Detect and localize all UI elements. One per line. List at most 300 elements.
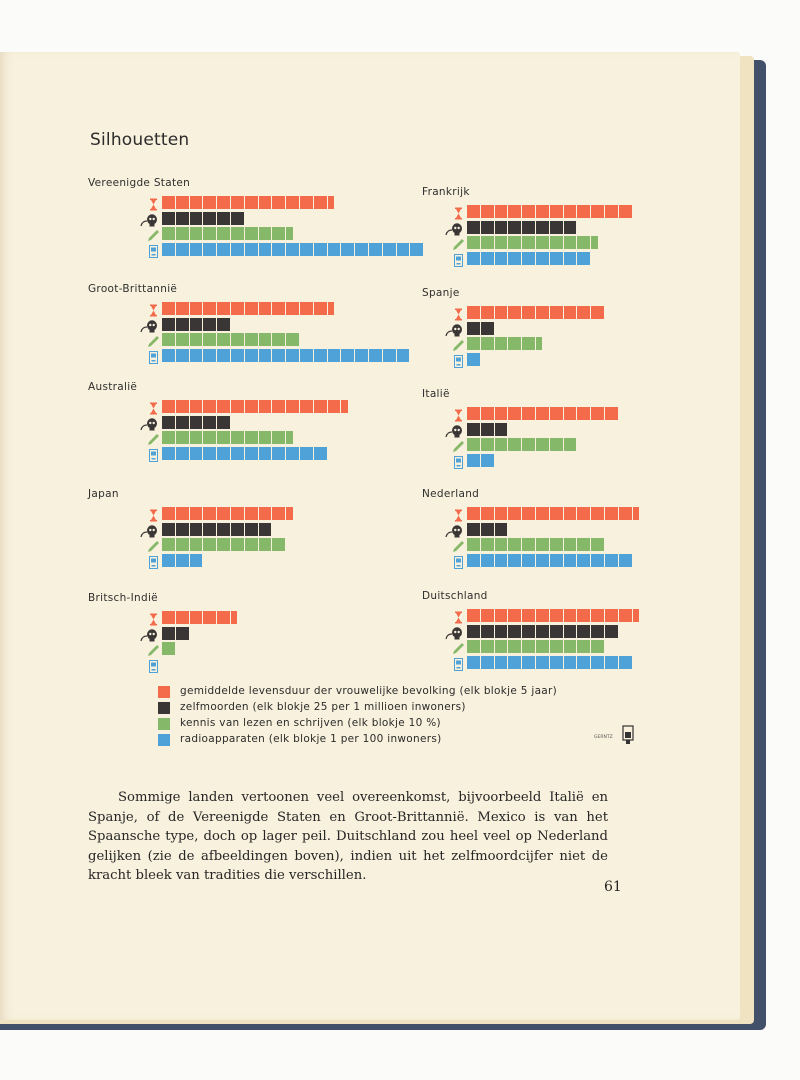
unit-block-life: [508, 306, 521, 319]
unit-block-life: [564, 609, 577, 622]
unit-block-radio: [231, 243, 244, 256]
unit-block-literacy: [176, 538, 189, 551]
unit-block-literacy: [564, 640, 577, 653]
unit-block-life: [203, 507, 216, 520]
unit-block-life: [550, 507, 563, 520]
unit-block-life: [176, 400, 189, 413]
unit-block-life: [286, 196, 299, 209]
unit-block-suicide: [467, 221, 480, 234]
unit-block-literacy: [259, 333, 272, 346]
country-label: Spanje: [422, 287, 460, 299]
hourglass-icon: [452, 306, 465, 319]
unit-block-literacy: [286, 333, 299, 346]
unit-block-life: [314, 196, 327, 209]
unit-block-suicide: [605, 625, 618, 638]
unit-block-radio: [564, 656, 577, 669]
unit-block-suicide: [176, 318, 189, 331]
unit-block-life: [190, 507, 203, 520]
unit-block-radio: [328, 243, 341, 256]
unit-block-literacy: [259, 431, 272, 444]
unit-block-life: [495, 205, 508, 218]
unit-block-radio: [231, 349, 244, 362]
unit-block-life: [536, 306, 549, 319]
unit-block-radio: [467, 252, 480, 265]
unit-block-literacy: [550, 236, 563, 249]
unit-block-life: [286, 400, 299, 413]
unit-block-radio: [245, 349, 258, 362]
unit-block-literacy: [272, 333, 285, 346]
hourglass-icon: [147, 196, 160, 209]
unit-block-life: [591, 205, 604, 218]
unit-block-radio: [300, 243, 313, 256]
unit-block-suicide: [481, 221, 494, 234]
unit-block-radio: [217, 243, 230, 256]
unit-block-suicide: [536, 221, 549, 234]
country-label: Vereenigde Staten: [88, 177, 191, 189]
unit-block-literacy: [508, 337, 521, 350]
unit-block-literacy: [508, 236, 521, 249]
unit-block-life: [259, 400, 272, 413]
unit-block-suicide: [176, 523, 189, 536]
unit-block-suicide: [577, 625, 590, 638]
unit-block-radio: [495, 656, 508, 669]
unit-block-suicide: [591, 625, 604, 638]
country-label: Italië: [422, 388, 450, 400]
unit-block-life: [605, 507, 618, 520]
unit-block-radio: [272, 349, 285, 362]
unit-block-life: [522, 407, 535, 420]
country-label: Frankrijk: [422, 186, 470, 198]
unit-block-literacy: [162, 538, 175, 551]
unit-block-radio: [383, 243, 396, 256]
unit-block-radio: [508, 656, 521, 669]
unit-block-radio: [467, 554, 480, 567]
unit-block-life: [259, 196, 272, 209]
unit-block-radio: [190, 447, 203, 460]
unit-block-literacy: [217, 333, 230, 346]
unit-block-radio: [577, 252, 590, 265]
unit-block-suicide: [467, 423, 480, 436]
unit-block-life: [272, 400, 285, 413]
unit-block-suicide: [536, 625, 549, 638]
body-paragraph: Sommige landen vertoonen veel overeenkomst, bijvoorbeeld Italië en Spanje, of de Vereenigde Staten en Groot-Brittannië. Mexico is van het Spaansche type, doch op lager peil. Duitschland zou heel veel op Nederland gelijken (zie de afbeeldingen boven), indien uit het zelfmoordcijfer niet de kracht bleek van tradities die verschillen.: [88, 790, 608, 883]
unit-block-life: [536, 609, 549, 622]
unit-block-radio: [577, 554, 590, 567]
unit-block-suicide: [203, 212, 216, 225]
unit-block-radio: [162, 554, 175, 567]
unit-block-literacy: [564, 538, 577, 551]
unit-block-radio: [190, 349, 203, 362]
unit-block-radio: [286, 349, 299, 362]
publisher-logo: [594, 724, 638, 750]
unit-block-radio: [564, 554, 577, 567]
unit-block-literacy: [231, 333, 244, 346]
skull-noose-icon: [445, 221, 465, 234]
unit-block-literacy: [481, 538, 494, 551]
unit-block-life: [300, 302, 313, 315]
unit-block-life: [217, 400, 230, 413]
unit-block-life: [550, 205, 563, 218]
unit-block-literacy: [190, 431, 203, 444]
unit-block-suicide: [495, 221, 508, 234]
unit-block-radio: [550, 252, 563, 265]
unit-block-life: [314, 302, 327, 315]
unit-block-radio: [522, 252, 535, 265]
unit-block-suicide: [190, 416, 203, 429]
unit-block-literacy: [522, 337, 535, 350]
unit-block-radio: [162, 349, 175, 362]
unit-block-life: [217, 611, 230, 624]
skull-noose-icon: [445, 523, 465, 536]
unit-block-radio: [272, 447, 285, 460]
unit-block-suicide: [162, 318, 175, 331]
hourglass-icon: [147, 507, 160, 520]
logo-mark-icon: [594, 724, 638, 746]
unit-block-literacy: [231, 431, 244, 444]
unit-block-literacy: [550, 640, 563, 653]
unit-block-life: [591, 507, 604, 520]
unit-block-radio: [577, 656, 590, 669]
unit-block-literacy: [495, 236, 508, 249]
unit-block-literacy: [162, 642, 175, 655]
hourglass-icon: [452, 205, 465, 218]
radio-icon: [452, 252, 465, 265]
unit-block-life: [245, 507, 258, 520]
legend-swatch-suicide: [158, 702, 170, 714]
unit-block-life: [564, 306, 577, 319]
unit-block-suicide: [495, 523, 508, 536]
unit-block-life: [605, 609, 618, 622]
unit-block-life: [577, 609, 590, 622]
svg-text:GERNTZ: GERNTZ: [594, 735, 613, 740]
unit-block-life: [481, 407, 494, 420]
unit-block-suicide: [467, 322, 480, 335]
legend-label-suicide: zelfmoorden (elk blokje 25 per 1 millioen inwoners): [180, 701, 466, 713]
unit-block-radio: [245, 243, 258, 256]
page-number: 61: [604, 879, 622, 895]
pen-icon: [452, 337, 465, 350]
radio-icon: [452, 656, 465, 669]
pen-icon: [452, 438, 465, 451]
unit-block-radio: [591, 554, 604, 567]
unit-block-literacy: [217, 431, 230, 444]
unit-block-literacy: [286, 431, 292, 444]
unit-block-life: [564, 407, 577, 420]
unit-block-radio: [591, 656, 604, 669]
unit-block-radio: [383, 349, 396, 362]
skull-noose-icon: [140, 416, 160, 429]
unit-block-suicide: [508, 221, 521, 234]
hourglass-icon: [147, 400, 160, 413]
unit-block-suicide: [217, 318, 230, 331]
unit-block-life: [190, 611, 203, 624]
legend-swatch-life: [158, 686, 170, 698]
legend-label-life: gemiddelde levensduur der vrouwelijke bevolking (elk blokje 5 jaar): [180, 685, 558, 697]
unit-block-suicide: [467, 625, 480, 638]
radio-icon: [147, 243, 160, 256]
unit-block-literacy: [467, 236, 480, 249]
pen-icon: [147, 642, 160, 655]
unit-block-suicide: [176, 416, 189, 429]
hourglass-icon: [452, 609, 465, 622]
unit-block-suicide: [176, 212, 189, 225]
unit-block-life: [495, 507, 508, 520]
unit-block-radio: [190, 243, 203, 256]
unit-block-life: [481, 507, 494, 520]
unit-block-literacy: [536, 438, 549, 451]
unit-block-life: [231, 507, 244, 520]
unit-block-literacy: [203, 538, 216, 551]
unit-block-life: [162, 400, 175, 413]
unit-block-life: [328, 196, 334, 209]
unit-block-suicide: [495, 423, 508, 436]
unit-block-suicide: [481, 625, 494, 638]
unit-block-radio: [231, 447, 244, 460]
unit-block-life: [190, 302, 203, 315]
pen-icon: [147, 538, 160, 551]
unit-block-radio: [619, 656, 632, 669]
skull-noose-icon: [445, 322, 465, 335]
unit-block-life: [591, 609, 604, 622]
skull-noose-icon: [140, 212, 160, 225]
unit-block-literacy: [481, 337, 494, 350]
unit-block-life: [605, 407, 618, 420]
unit-block-literacy: [522, 438, 535, 451]
skull-noose-icon: [445, 423, 465, 436]
unit-block-radio: [176, 349, 189, 362]
unit-block-life: [176, 611, 189, 624]
unit-block-life: [245, 400, 258, 413]
unit-block-literacy: [550, 538, 563, 551]
unit-block-radio: [536, 252, 549, 265]
unit-block-literacy: [577, 640, 590, 653]
unit-block-literacy: [550, 438, 563, 451]
unit-block-radio: [272, 243, 285, 256]
unit-block-life: [619, 507, 632, 520]
unit-block-life: [481, 306, 494, 319]
unit-block-literacy: [245, 538, 258, 551]
unit-block-radio: [190, 554, 203, 567]
unit-block-literacy: [245, 431, 258, 444]
unit-block-radio: [467, 656, 480, 669]
unit-block-radio: [481, 252, 494, 265]
unit-block-suicide: [162, 212, 175, 225]
unit-block-life: [203, 400, 216, 413]
pen-icon: [452, 236, 465, 249]
unit-block-life: [162, 196, 175, 209]
unit-block-life: [162, 611, 175, 624]
unit-block-radio: [369, 243, 382, 256]
unit-block-radio: [286, 447, 299, 460]
pen-icon: [452, 538, 465, 551]
unit-block-life: [328, 400, 341, 413]
radio-icon: [147, 349, 160, 362]
unit-block-radio: [300, 447, 313, 460]
unit-block-literacy: [495, 538, 508, 551]
pen-icon: [147, 333, 160, 346]
unit-block-literacy: [467, 337, 480, 350]
legend-label-literacy: kennis van lezen en schrijven (elk blokje 10 %): [180, 717, 441, 729]
unit-block-suicide: [481, 423, 494, 436]
unit-block-life: [162, 302, 175, 315]
unit-block-suicide: [190, 523, 203, 536]
unit-block-life: [522, 507, 535, 520]
unit-block-literacy: [272, 227, 285, 240]
unit-block-suicide: [162, 523, 175, 536]
pen-icon: [147, 431, 160, 444]
unit-block-suicide: [162, 627, 175, 640]
unit-block-life: [176, 196, 189, 209]
unit-block-literacy: [564, 438, 577, 451]
unit-block-suicide: [162, 416, 175, 429]
unit-block-literacy: [522, 236, 535, 249]
unit-block-life: [467, 306, 480, 319]
legend-swatch-literacy: [158, 718, 170, 730]
unit-block-literacy: [536, 538, 549, 551]
unit-block-radio: [522, 554, 535, 567]
unit-block-life: [286, 302, 299, 315]
unit-block-radio: [314, 243, 327, 256]
hourglass-icon: [452, 507, 465, 520]
unit-block-radio: [176, 243, 189, 256]
unit-block-radio: [314, 349, 327, 362]
unit-block-life: [176, 302, 189, 315]
hourglass-icon: [147, 611, 160, 624]
hourglass-icon: [147, 302, 160, 315]
unit-block-life: [272, 507, 285, 520]
unit-block-literacy: [481, 236, 494, 249]
unit-block-literacy: [481, 438, 494, 451]
unit-block-literacy: [259, 538, 272, 551]
unit-block-literacy: [203, 431, 216, 444]
unit-block-life: [259, 302, 272, 315]
unit-block-radio: [217, 447, 230, 460]
unit-block-radio: [328, 349, 341, 362]
unit-block-radio: [550, 554, 563, 567]
unit-block-literacy: [272, 431, 285, 444]
unit-block-suicide: [190, 318, 203, 331]
unit-block-literacy: [495, 640, 508, 653]
unit-block-life: [508, 407, 521, 420]
unit-block-literacy: [203, 333, 216, 346]
unit-block-literacy: [591, 236, 597, 249]
unit-block-radio: [259, 243, 272, 256]
unit-block-literacy: [217, 538, 230, 551]
unit-block-radio: [355, 243, 368, 256]
unit-block-suicide: [217, 416, 230, 429]
radio-icon: [147, 554, 160, 567]
unit-block-life: [286, 507, 292, 520]
unit-block-literacy: [286, 227, 292, 240]
radio-icon: [452, 454, 465, 467]
unit-block-suicide: [245, 523, 258, 536]
unit-block-life: [245, 302, 258, 315]
unit-block-suicide: [231, 523, 244, 536]
unit-block-radio: [314, 447, 327, 460]
unit-block-radio: [203, 349, 216, 362]
unit-block-suicide: [259, 523, 272, 536]
unit-block-life: [550, 407, 563, 420]
unit-block-life: [536, 407, 549, 420]
unit-block-literacy: [231, 538, 244, 551]
unit-block-suicide: [203, 318, 216, 331]
unit-block-life: [591, 306, 604, 319]
unit-block-life: [231, 196, 244, 209]
unit-block-suicide: [467, 523, 480, 536]
unit-block-life: [467, 507, 480, 520]
unit-block-life: [314, 400, 327, 413]
unit-block-life: [564, 507, 577, 520]
unit-block-literacy: [245, 227, 258, 240]
unit-block-life: [619, 609, 632, 622]
unit-block-life: [300, 196, 313, 209]
unit-block-radio: [176, 447, 189, 460]
unit-block-suicide: [522, 625, 535, 638]
radio-icon: [147, 658, 160, 671]
unit-block-life: [467, 205, 480, 218]
unit-block-life: [190, 196, 203, 209]
skull-noose-icon: [140, 318, 160, 331]
unit-block-suicide: [550, 221, 563, 234]
unit-block-radio: [203, 243, 216, 256]
skull-noose-icon: [140, 523, 160, 536]
unit-block-radio: [481, 656, 494, 669]
section-title: Silhouetten: [90, 130, 190, 150]
radio-icon: [147, 447, 160, 460]
unit-block-radio: [410, 243, 423, 256]
unit-block-literacy: [522, 640, 535, 653]
unit-block-life: [633, 609, 639, 622]
unit-block-literacy: [508, 538, 521, 551]
unit-block-literacy: [467, 438, 480, 451]
unit-block-radio: [619, 554, 632, 567]
unit-block-life: [300, 400, 313, 413]
unit-block-radio: [495, 554, 508, 567]
unit-block-life: [522, 306, 535, 319]
unit-block-life: [467, 407, 480, 420]
unit-block-life: [495, 407, 508, 420]
unit-block-life: [481, 609, 494, 622]
unit-block-radio: [259, 447, 272, 460]
unit-block-suicide: [564, 625, 577, 638]
unit-block-radio: [605, 656, 618, 669]
unit-block-literacy: [495, 337, 508, 350]
unit-block-radio: [481, 554, 494, 567]
unit-block-life: [577, 306, 590, 319]
unit-block-life: [231, 400, 244, 413]
unit-block-life: [633, 507, 639, 520]
unit-block-life: [522, 609, 535, 622]
unit-block-literacy: [272, 538, 285, 551]
unit-block-life: [328, 302, 334, 315]
unit-block-literacy: [203, 227, 216, 240]
unit-block-suicide: [217, 523, 230, 536]
unit-block-suicide: [217, 212, 230, 225]
unit-block-life: [550, 306, 563, 319]
unit-block-radio: [300, 349, 313, 362]
unit-block-radio: [536, 656, 549, 669]
unit-block-literacy: [481, 640, 494, 653]
unit-block-radio: [605, 554, 618, 567]
unit-block-life: [190, 400, 203, 413]
unit-block-life: [203, 611, 216, 624]
pen-icon: [452, 640, 465, 653]
unit-block-life: [495, 306, 508, 319]
unit-block-radio: [217, 349, 230, 362]
unit-block-radio: [203, 447, 216, 460]
unit-block-life: [577, 507, 590, 520]
unit-block-radio: [397, 349, 410, 362]
